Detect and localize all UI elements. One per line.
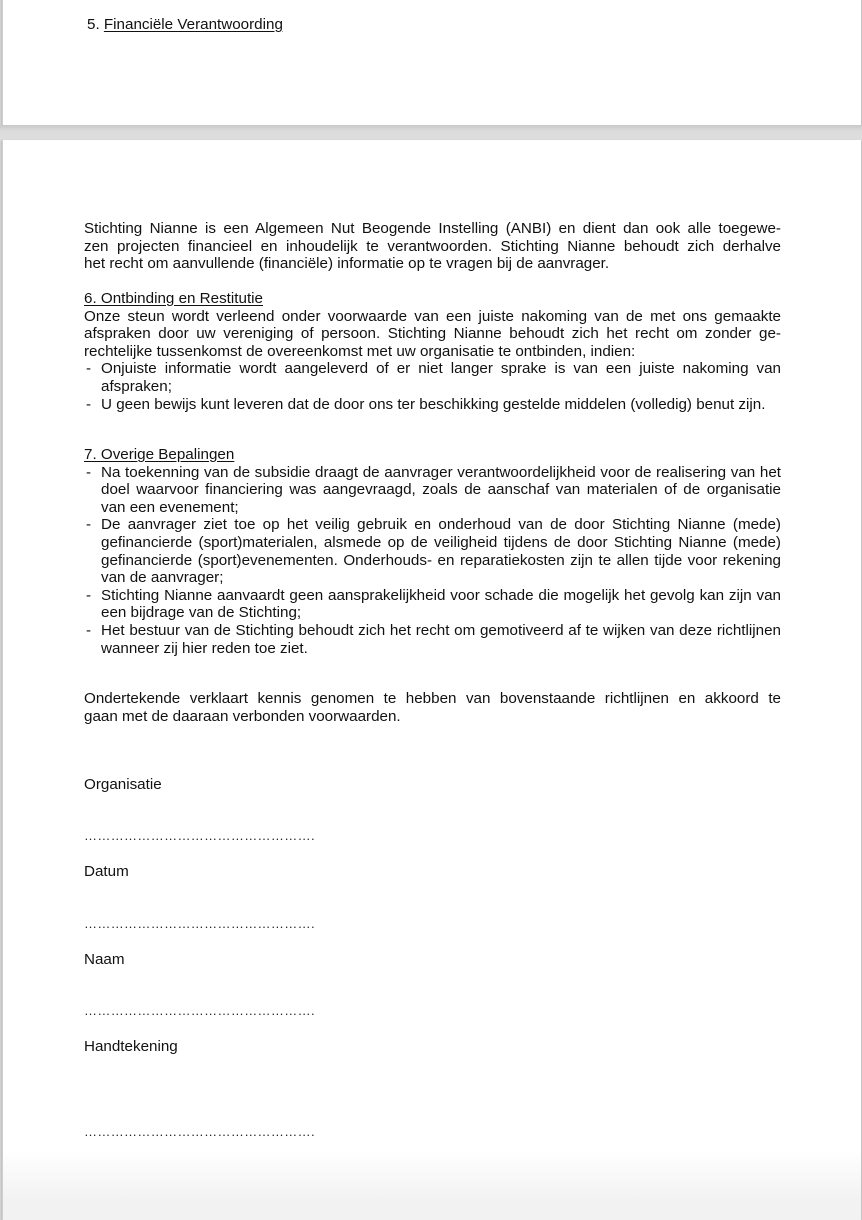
paragraph-line: afspraken door uw vereniging of persoon. Stichting Nianne behoudt zich het recht om zonder ge-	[84, 325, 781, 343]
section-7	[84, 446, 781, 657]
section-5-title: Financiële Verantwoording	[103, 16, 283, 33]
list-item: - Na toekenning van de subsidie draagt de aanvrager verantwoordelijkheid voor de realisering van het doel waarvoor financiering was aangevraagd, zoals de aanschaf van materialen of de organisatie van een evenement;	[84, 464, 781, 517]
paragraph-line: zen projecten financieel en inhoudelijk te verantwoorden. Stichting Nianne behoudt zich derhalve	[84, 237, 781, 255]
datum-label: Datum	[84, 863, 129, 880]
handtekening-label: Handtekening	[84, 1038, 178, 1055]
declaration-paragraph	[84, 690, 781, 725]
organisatie-label: Organisatie	[84, 776, 162, 793]
previous-page	[2, 0, 861, 125]
list-item: - U geen bewijs kunt leveren dat de door ons ter beschikking gestelde middelen (volledig) benut zijn.	[84, 396, 781, 414]
datum-field[interactable]: …………………………………………….	[84, 916, 315, 931]
naam-field[interactable]: …………………………………………….	[84, 1003, 315, 1018]
naam-label: Naam	[84, 951, 125, 968]
section-6-title: 6. Ontbinding en Restitutie	[84, 290, 263, 307]
list-item: - Stichting Nianne aanvaardt geen aansprakelijkheid voor schade die mogelijk het gevolg kan zijn van een bijdrage van de Stichting;	[84, 587, 781, 622]
paragraph-line: rechtelijke tussenkomst de overeenkomst met uw organisatie te ontbinden, indien:	[84, 342, 636, 360]
section-5-heading	[87, 16, 784, 34]
page-gap	[0, 125, 862, 140]
list-item: - De aanvrager ziet toe op het veilig gebruik en onderhoud van de door Stichting Nianne (mede) gefinancierde (sport)materialen, alsmede op de veiligheid tijdens de door Stichting Nianne (mede) gefinancierde (sport)evenementen. Onderhouds- en reparatiekosten zijn te allen tijde voor rekening van de aanvrager;	[84, 516, 781, 586]
paragraph-line: Onze steun wordt verleend onder voorwaarde van een juiste nakoming van de met ons gemaakte	[84, 307, 781, 325]
section-7-title: 7. Overige Bepalingen	[84, 446, 235, 463]
handtekening-field[interactable]: …………………………………………….	[84, 1124, 315, 1139]
list-item: - Het bestuur van de Stichting behoudt zich het recht om gemotiveerd af te wijken van deze richtlijnen wanneer zij hier reden toe ziet.	[84, 622, 781, 657]
list-item: - Onjuiste informatie wordt aangeleverd of er niet langer sprake is van een juiste nakoming van afspraken;	[84, 360, 781, 395]
organisatie-field[interactable]: …………………………………………….	[84, 828, 315, 843]
section-6	[84, 290, 781, 413]
section-6-list	[84, 360, 781, 413]
paragraph-line: Stichting Nianne is een Algemeen Nut Beogende Instelling (ANBI) en dient dan ook alle toegewe-	[84, 220, 781, 237]
section-7-list	[84, 464, 781, 658]
anbi-paragraph	[84, 220, 781, 273]
paragraph-line: Ondertekende verklaart kennis genomen te hebben van bovenstaande richtlijnen en akkoord te	[84, 690, 781, 707]
section-5-number: 5.	[87, 16, 100, 33]
paragraph-line: gaan met de daaraan verbonden voorwaarden.	[84, 707, 401, 725]
paragraph-line: het recht om aanvullende (financiële) informatie op te vragen bij de aanvrager.	[84, 255, 610, 273]
